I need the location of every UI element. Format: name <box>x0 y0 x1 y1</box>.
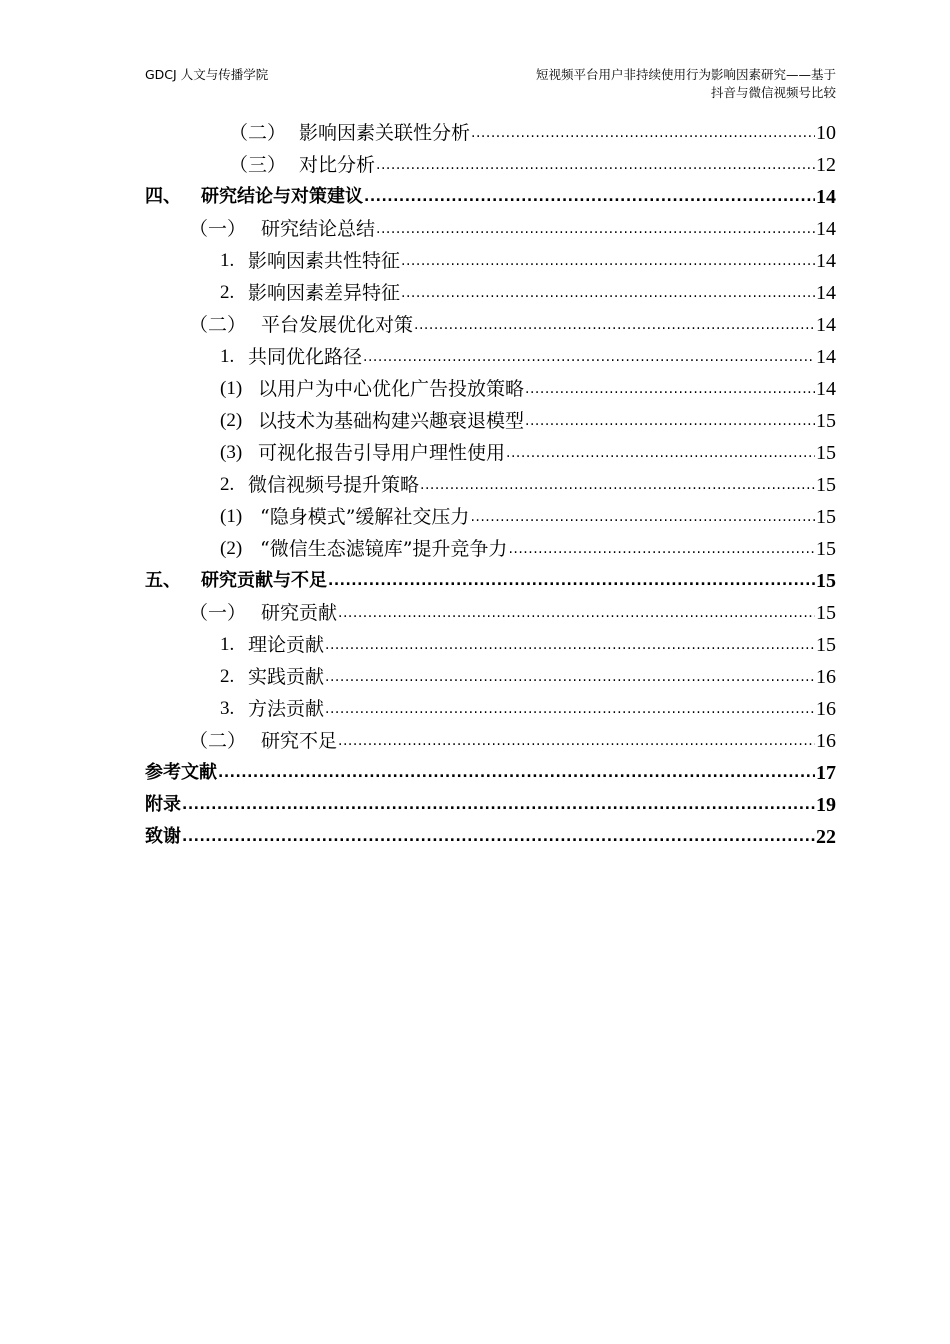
toc-entry-title: 影响因素差异特征 <box>248 282 401 304</box>
toc-entry-number: (2) <box>220 410 243 431</box>
toc-entry-number: 1. <box>220 634 235 655</box>
toc-entry-4-1-1[interactable] <box>145 245 836 277</box>
toc-entry-number: （一） <box>189 218 247 240</box>
header-thesis-title <box>476 66 836 102</box>
toc-leader-dots <box>338 725 815 757</box>
toc-entry-page: 15 <box>816 602 836 624</box>
toc-entry-chapter-4[interactable] <box>145 181 836 213</box>
toc-entry-4-2-2-2[interactable] <box>145 533 836 565</box>
toc-entry-number: (2) <box>220 538 243 559</box>
toc-leader-dots <box>325 661 815 693</box>
toc-entry-title: 方法贡献 <box>248 698 325 720</box>
toc-entry-title: 以用户为中心优化广告投放策略 <box>258 378 525 400</box>
table-of-contents <box>145 117 836 853</box>
toc-entry-3-2[interactable] <box>145 117 836 149</box>
toc-entry-4-2-1-2[interactable] <box>145 405 836 437</box>
toc-entry-number: （三） <box>229 154 287 176</box>
toc-entry-page: 15 <box>816 506 836 528</box>
toc-entry-page: 14 <box>816 282 836 304</box>
toc-entry-title: 研究结论总结 <box>261 218 376 240</box>
toc-entry-page: 15 <box>816 634 836 656</box>
toc-entry-title: 影响因素关联性分析 <box>299 122 471 144</box>
toc-leader-dots <box>218 757 815 789</box>
toc-leader-dots <box>414 309 815 341</box>
toc-entry-page: 15 <box>816 474 836 496</box>
toc-leader-dots <box>325 629 815 661</box>
toc-entry-3-3[interactable] <box>145 149 836 181</box>
toc-entry-4-2-2-1[interactable] <box>145 501 836 533</box>
toc-entry-number: （二） <box>189 730 247 752</box>
toc-entry-appendix[interactable] <box>145 789 836 821</box>
toc-entry-page: 14 <box>816 186 836 208</box>
toc-entry-4-2-2[interactable] <box>145 469 836 501</box>
toc-entry-5-1-3[interactable] <box>145 693 836 725</box>
toc-entry-title: 附录 <box>145 794 181 815</box>
toc-entry-title: 对比分析 <box>299 154 376 176</box>
toc-entry-page: 15 <box>816 410 836 432</box>
toc-entry-number: 1. <box>220 250 235 271</box>
toc-entry-page: 14 <box>816 378 836 400</box>
toc-leader-dots <box>470 501 815 533</box>
toc-leader-dots <box>401 277 815 309</box>
toc-entry-5-1-1[interactable] <box>145 629 836 661</box>
toc-leader-dots <box>525 405 815 437</box>
toc-entry-title: 实践贡献 <box>248 666 325 688</box>
toc-entry-page: 22 <box>816 826 836 848</box>
toc-entry-number: 2. <box>220 474 235 495</box>
toc-leader-dots <box>420 469 815 501</box>
toc-entry-title: 研究贡献与不足 <box>201 570 327 591</box>
toc-entry-5-1-2[interactable] <box>145 661 836 693</box>
toc-entry-number: 五、 <box>145 570 181 591</box>
header-title-line-1: 短视频平台用户非持续使用行为影响因素研究——基于 <box>535 67 836 82</box>
toc-entry-title: 以技术为基础构建兴趣衰退模型 <box>258 410 525 432</box>
toc-entry-references[interactable] <box>145 757 836 789</box>
toc-entry-page: 17 <box>816 762 836 784</box>
toc-entry-page: 16 <box>816 698 836 720</box>
toc-entry-4-2-1[interactable] <box>145 341 836 373</box>
toc-entry-chapter-5[interactable] <box>145 565 836 597</box>
toc-leader-dots <box>364 181 815 213</box>
toc-entry-4-1[interactable] <box>145 213 836 245</box>
header-institution: GDCJ 人文与传播学院 <box>145 67 269 82</box>
toc-leader-dots <box>325 693 815 725</box>
toc-entry-5-1[interactable] <box>145 597 836 629</box>
toc-entry-acknowledgements[interactable] <box>145 821 836 853</box>
toc-leader-dots <box>376 213 815 245</box>
toc-entry-page: 15 <box>816 538 836 560</box>
toc-entry-title: 参考文献 <box>145 762 217 783</box>
toc-entry-page: 19 <box>816 794 836 816</box>
toc-entry-4-2-1-3[interactable] <box>145 437 836 469</box>
toc-entry-page: 15 <box>816 570 836 592</box>
toc-entry-title: 研究贡献 <box>261 602 338 624</box>
toc-entry-4-2[interactable] <box>145 309 836 341</box>
toc-entry-page: 14 <box>816 346 836 368</box>
toc-entry-page: 16 <box>816 730 836 752</box>
toc-entry-number: (3) <box>220 442 243 463</box>
toc-leader-dots <box>471 117 815 149</box>
toc-entry-number: 2. <box>220 666 235 687</box>
toc-entry-title: 共同优化路径 <box>248 346 363 368</box>
toc-leader-dots <box>338 597 815 629</box>
toc-entry-number: （一） <box>189 602 247 624</box>
toc-entry-title: 影响因素共性特征 <box>248 250 401 272</box>
toc-entry-number: 1. <box>220 346 235 367</box>
toc-entry-title: 理论贡献 <box>248 634 325 656</box>
toc-entry-page: 14 <box>816 314 836 336</box>
toc-entry-number: (1) <box>220 378 243 399</box>
toc-leader-dots <box>363 341 815 373</box>
toc-entry-title: 致谢 <box>145 826 181 847</box>
toc-entry-title: “微信生态滤镜库”提升竞争力 <box>260 538 508 560</box>
toc-leader-dots <box>525 373 815 405</box>
toc-entry-title: 研究不足 <box>261 730 338 752</box>
toc-entry-4-1-2[interactable] <box>145 277 836 309</box>
header-title-line-2: 抖音与微信视频号比较 <box>710 85 836 100</box>
toc-entry-5-2[interactable] <box>145 725 836 757</box>
toc-entry-page: 12 <box>816 154 836 176</box>
toc-entry-number: 四、 <box>145 186 181 207</box>
toc-entry-number: （二） <box>229 122 287 144</box>
toc-entry-page: 14 <box>816 218 836 240</box>
toc-leader-dots <box>401 245 815 277</box>
toc-entry-title: 研究结论与对策建议 <box>201 186 363 207</box>
toc-entry-title: 可视化报告引导用户理性使用 <box>258 442 506 464</box>
toc-leader-dots <box>328 565 815 597</box>
toc-entry-page: 10 <box>816 122 836 144</box>
toc-leader-dots <box>506 437 815 469</box>
toc-leader-dots <box>376 149 815 181</box>
toc-entry-title: 平台发展优化对策 <box>261 314 414 336</box>
toc-entry-number: 2. <box>220 282 235 303</box>
toc-leader-dots <box>182 821 815 853</box>
toc-entry-title: 微信视频号提升策略 <box>248 474 420 496</box>
toc-entry-page: 16 <box>816 666 836 688</box>
toc-entry-4-2-1-1[interactable] <box>145 373 836 405</box>
toc-entry-page: 14 <box>816 250 836 272</box>
toc-entry-title: “隐身模式”缓解社交压力 <box>260 506 470 528</box>
toc-entry-number: （二） <box>189 314 247 336</box>
toc-leader-dots <box>182 789 815 821</box>
toc-entry-page: 15 <box>816 442 836 464</box>
toc-leader-dots <box>508 533 815 565</box>
toc-entry-number: 3. <box>220 698 235 719</box>
toc-entry-number: (1) <box>220 506 243 527</box>
